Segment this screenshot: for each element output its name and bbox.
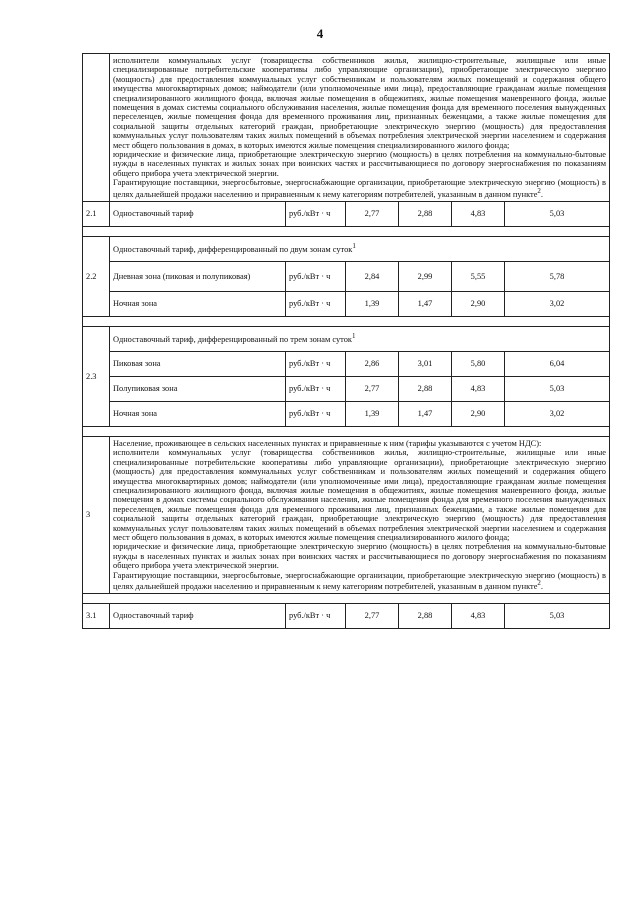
unit-cell: руб./кВт · ч [286, 376, 346, 401]
value-cell: 2,77 [346, 201, 399, 226]
zone-row [83, 291, 610, 316]
tariff-section-heading: Одноставочный тариф, дифференцированный по двум зонам суток$^1$ [110, 236, 610, 261]
unit-cell: руб./кВт · ч [286, 201, 346, 226]
zone-label: Полупиковая зона [110, 376, 286, 401]
value-cell: 3,02 [505, 291, 610, 316]
value-cell: 2,77 [346, 604, 399, 629]
value-cell: 5,78 [505, 261, 610, 291]
value-cell: 5,80 [452, 351, 505, 376]
block-2-text [110, 54, 610, 202]
zone-label: Дневная зона (пиковая и полупиковая) [110, 261, 286, 291]
tariff-row-3-1 [83, 604, 610, 629]
unit-cell: руб./кВт · ч [286, 401, 346, 426]
row-number: 3 [83, 436, 110, 593]
value-cell: 2,90 [452, 401, 505, 426]
value-cell: 4,83 [452, 201, 505, 226]
tariff-row-2-2 [83, 236, 610, 261]
value-cell: 2,77 [346, 376, 399, 401]
value-cell: 5,03 [505, 376, 610, 401]
tariff-label: Одноставочный тариф [110, 201, 286, 226]
value-cell: 4,83 [452, 604, 505, 629]
row-number: 3.1 [83, 604, 110, 629]
value-cell: 2,88 [399, 376, 452, 401]
block-3-paragraph: исполнители коммунальных услуг (товарищества собственников жилья, жилищно-строительные, жилищные или иные специализированные потребительские кооперативы либо управляющие организации), приобретающие электрическую энергию (мощность) для предоставления коммунальных услуг собственникам и пользователям жилых помещений и содержания общего имущества многоквартирных домов; наймодатели (или уполномоченные ими лица), предоставляющие гражданам жилые помещения специализированного жилищного фонда, включая жилые помещения в общежитиях, жилые помещения маневренного фонда, жилые помещения в домах системы социального обслуживания населения, жилые помещения фонда для временного поселения вынужденных переселенцев, жилые помещения фонда для временного проживания лиц, признанных беженцами, а также жилые помещения для социальной защиты отдельных категорий граждан, приобретающие электрическую энергию (мощность) для предоставления коммунальных услуг пользователям таких жилых помещений в объемах потребления электрической энергии населением и содержания мест общего пользования в домах, в которых имеются жилые помещения специализированного жилого фонда; [113, 448, 606, 542]
tariff-label: Одноставочный тариф [110, 604, 286, 629]
block-3-paragraph: Население, проживающее в сельских населенных пунктах и приравненные к ним (тарифы указываются с учетом НДС): [113, 438, 542, 448]
block-3-paragraph: юридические и физические лица, приобретающие электрическую энергию (мощность) в целях потребления на коммунально-бытовые нужды в населенных пунктах и жилых зонах при воинских частях и рассчитывающиеся по договору энергоснабжения по показаниям общего прибора учета электрической энергии. [113, 542, 606, 571]
tariff-table [82, 53, 610, 629]
value-cell: 3,01 [399, 351, 452, 376]
row-number: 2.2 [83, 236, 110, 316]
value-cell: 5,03 [505, 604, 610, 629]
value-cell: 2,99 [399, 261, 452, 291]
value-cell: 2,88 [399, 201, 452, 226]
value-cell: 1,47 [399, 291, 452, 316]
block-2-paragraph: Гарантирующие поставщики, энергосбытовые, энергоснабжающие организации, приобретающие электрическую энергию (мощность) в целях дальнейшей продажи населению и приравненным к нему категориям потребителей, указанным в данном пункте$^2$. [113, 178, 606, 199]
value-cell: 1,39 [346, 401, 399, 426]
row-number: 2.1 [83, 201, 110, 226]
zone-label: Ночная зона [110, 291, 286, 316]
unit-cell: руб./кВт · ч [286, 604, 346, 629]
block-2-continuation-row [83, 54, 610, 202]
value-cell: 2,84 [346, 261, 399, 291]
block-3-text [110, 436, 610, 593]
row-number: 2.3 [83, 326, 110, 426]
value-cell: 4,83 [452, 376, 505, 401]
block-3-row [83, 436, 610, 593]
page-number: 4 [316, 26, 324, 41]
value-cell: 3,02 [505, 401, 610, 426]
zone-label: Пиковая зона [110, 351, 286, 376]
value-cell: 6,04 [505, 351, 610, 376]
zone-row [83, 401, 610, 426]
value-cell: 1,47 [399, 401, 452, 426]
zone-row [83, 261, 610, 291]
value-cell: 5,03 [505, 201, 610, 226]
unit-cell: руб./кВт · ч [286, 261, 346, 291]
block-2-paragraph: юридические и физические лица, приобретающие электрическую энергию (мощность) в целях потребления на коммунально-бытовые нужды в населенных пунктах и жилых зонах при воинских частях и рассчитывающиеся по договору энергоснабжения по показаниям общего прибора учета электрической энергии. [113, 150, 606, 178]
zone-row [83, 376, 610, 401]
value-cell: 2,88 [399, 604, 452, 629]
zone-label: Ночная зона [110, 401, 286, 426]
block-3-paragraph: Гарантирующие поставщики, энергосбытовые, энергоснабжающие организации, приобретающие электрическую энергию (мощность) в целях дальнейшей продажи населению и приравненным к нему категориям потребителей, указанным в данном пункте$^2$. [113, 570, 606, 591]
zone-row [83, 351, 610, 376]
tariff-row-2-1 [83, 201, 610, 226]
value-cell: 2,86 [346, 351, 399, 376]
value-cell: 5,55 [452, 261, 505, 291]
block-2-paragraph: исполнители коммунальных услуг (товарищества собственников жилья, жилищно-строительные, жилищные или иные специализированные потребительские кооперативы либо управляющие организации), приобретающие электрическую энергию (мощность) для предоставления коммунальных услуг собственникам и пользователям жилых помещений и содержания общего имущества многоквартирных домов; наймодатели (или уполномоченные ими лица), предоставляющие гражданам жилые помещения специализированного жилищного фонда, включая жилые помещения в общежитиях, жилые помещения маневренного фонда, жилые помещения в домах системы социального обслуживания населения, жилые помещения фонда для временного поселения вынужденных переселенцев, жилые помещения фонда для временного проживания лиц, признанных беженцами, а также жилые помещения для социальной защиты отдельных категорий граждан, приобретающие электрическую энергию (мощность) для предоставления коммунальных услуг пользователям таких жилых помещений в объемах потребления электрической энергии населением и содержания мест общего пользования в домах, в которых имеются жилые помещения специализированного жилого фонда; [113, 56, 606, 150]
value-cell: 2,90 [452, 291, 505, 316]
tariff-row-2-3 [83, 326, 610, 351]
unit-cell: руб./кВт · ч [286, 351, 346, 376]
value-cell: 1,39 [346, 291, 399, 316]
unit-cell: руб./кВт · ч [286, 291, 346, 316]
tariff-section-heading: Одноставочный тариф, дифференцированный по трем зонам суток$^1$ [110, 326, 610, 351]
